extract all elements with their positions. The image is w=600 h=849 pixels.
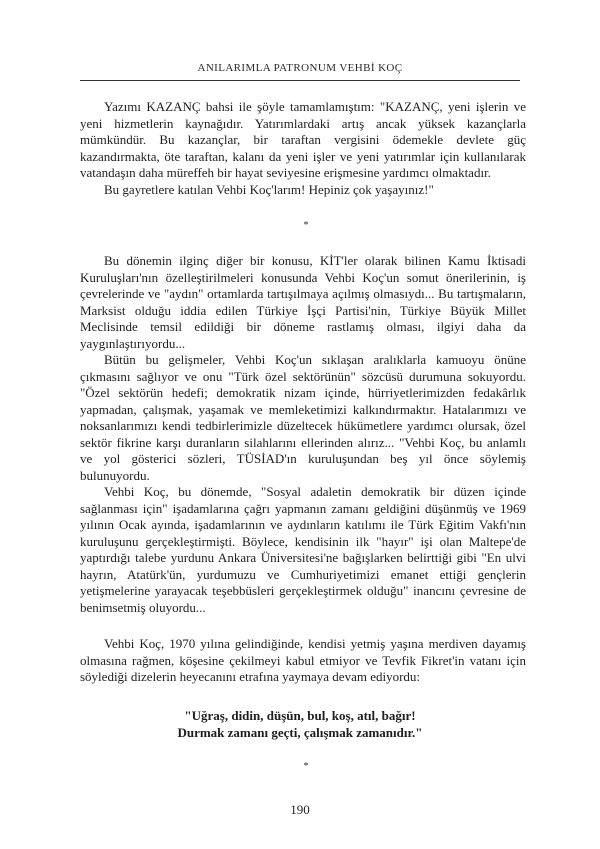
paragraph: Bu gayretlere katılan Vehbi Koç'larım! Hepiniz çok yaşayınız!" — [104, 181, 434, 197]
page-number: 190 — [290, 802, 310, 817]
header-rule — [80, 80, 520, 81]
quote-line: "Uğraş, didin, düşün, bul, koş, atıl, bağır! — [184, 708, 416, 723]
text-section-3 — [80, 636, 526, 686]
paragraph: Yazımı KAZANÇ bahsi ile şöyle tamamlamıştım: "KAZANÇ, yeni işlerin ve yeni hizmetlerin kaynağıdır. Yatırımlardaki artış ancak yüksek kazançlarla mümkündür. Bu kazançlar, bir taraftan vergisini ödemekle devlete güç kazandırmakta, öte taraftan, kalanı da yeni işler ve yeni yatırımlar için kullanılarak vatandaşın daha müreffeh bir hayat seviyesine erişmesine yardımcı olmaktadır. — [80, 99, 526, 180]
paragraph: Bu dönemin ilginç diğer bir konusu, KİT'ler olarak bilinen Kamu İktisadi Kuruluşları'nın özelleştirilmeleri konusunda Vehbi Koç'un somut önerilerinin, iş çevrelerinde ve "aydın" ortamlarda tartışılmaya açılmış olmasıydı... Bu tartışmaların, Marksist olduğu iddia edilen Türkiye İşçi Partisi'nin, Türkiye Büyük Millet Meclisinde temsil edildiği bir döneme rastlamış olması, ilgiyi daha da yaygınlaştırıyordu... — [80, 253, 526, 351]
text-section-1 — [80, 99, 526, 198]
section-separator: * — [303, 220, 309, 231]
paragraph: Vehbi Koç, 1970 yılına gelindiğinde, kendisi yetmiş yaşına merdiven dayamış olmasına rağmen, köşesine çekilmeyi kabul etmiyor ve Tevfik Fikret'in vatanı için söylediği dizelerin heyecanını etrafına yaymaya devam ediyordu: — [80, 636, 526, 684]
section-separator: * — [303, 761, 309, 772]
paragraph: Bütün bu gelişmeler, Vehbi Koç'un sıklaşan aralıklarla kamuoyu önüne çıkmasını sağlıyor ve onu "Türk özel sektörünün" sözcüsü durumuna sokuyordu. "Özel sektörün hedefi; demokratik nizam içinde, hürriyetlerimizden fedakârlık yapmadan, çalışmak, yaşamak ve memleketimizi kalkındırmaktır. Hatalarımızı ve noksanlarımızı kendi tedbirlerimizle düzeltecek hükümetlere yardımcı olursak, özel sektör fikrine karşı duranların silahlarını ellerinden alırız... "Vehbi Koç, bu anlamlı ve yol gösterici sözleri, TÜSİAD'ın kuruluşundan beş yıl önce söylemiş bulunuyordu. — [80, 352, 526, 483]
paragraph: Vehbi Koç, bu dönemde, "Sosyal adaletin demokratik bir düzen içinde sağlanması için" işadamlarına çağrı yapmanın zamanı geldiğini düşünmüş ve 1969 yılının Ocak ayında, işadamlarının ve aydınların katılımı ile Türk Eğitim Vakfı'nın kuruluşunu gerçekleştirmişti. Böylece, kendisinin ilk "hayır" işi olan Maltepe'de yaptırdığı talebe yurdunu Ankara Üniversitesi'ne bağışlarken belirttiği gibi "En ulvi hayrın, Atatürk'ün, yurdumuzu ve Cumhuriyetimizi emanet ettiği gençlerin yetişmelerine yarayacak teşebbüsleri gerçekleştirmek olduğu" inancını çevresine de benimsetmiş oluyordu... — [80, 484, 526, 615]
text-section-2 — [80, 253, 526, 616]
running-header: ANILARIMLA PATRONUM VEHBİ KOÇ — [197, 62, 403, 74]
poem-quote — [0, 708, 600, 741]
quote-line: Durmak zamanı geçti, çalışmak zamanıdır." — [177, 724, 423, 740]
